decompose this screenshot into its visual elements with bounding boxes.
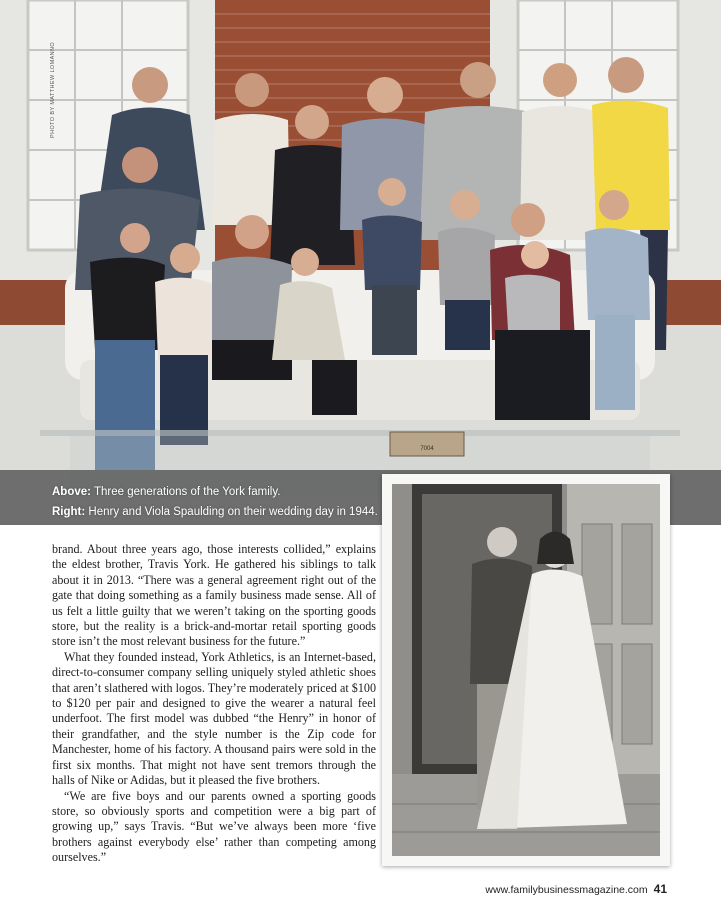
caption-right — [52, 502, 382, 522]
footer-url[interactable]: www.familybusinessmagazine.com — [485, 884, 648, 896]
photo-caption — [52, 482, 382, 522]
box-label: 7004 — [420, 446, 434, 452]
article-body — [52, 542, 376, 866]
caption-above — [52, 482, 382, 502]
page-number: 41 — [653, 882, 667, 896]
page-footer — [485, 882, 667, 896]
wedding-photo-illustration — [392, 484, 660, 856]
wedding-photo-frame — [382, 474, 670, 866]
article-paragraph-3: “We are five boys and our parents owned a sporting goods store, so obviously sports and competition were a big part of growing up,” says Travis. “But we’ve always been more ‘five brothers against everybody else’ rather than competing among ourselves.” — [52, 788, 376, 865]
article-paragraph-2: What they founded instead, York Athletics, is an Internet-based, direct-to-consumer company selling uniquely styled athletic shoes that aren’t slathered with logos. They’re moderately priced at $100 to $120 per pair and designed to give the wearer a natural feel underfoot. The first model was dubbed “the Henry” in honor of their grandfather, and the style number is the Zip code for Manchester, home of his factory. A thousand pairs were sold in the first six months. That might not have sent tremors through the halls of Nike or Adidas, but it pleased the five brothers. — [52, 649, 376, 788]
caption-right-label: Right: — [52, 506, 86, 518]
article-paragraph-1: brand. About three years ago, those interests collided,” explains the eldest brother, Travis York. He gathered his siblings to talk about it in 2013. “There was a general agreement right out of the gate that doing something as a family business made sense. All of us felt a little guilty that we weren’t taking on the sporting goods store, but the reality is a brick-and-mortar retail sporting goods store isn’t the most relevant business for the future.” — [52, 542, 376, 649]
caption-right-text: Henry and Viola Spaulding on their wedding day in 1944. — [85, 506, 378, 518]
caption-above-text: Three generations of the York family. — [90, 486, 281, 498]
caption-above-label: Above: — [52, 486, 91, 498]
photo-credit: PHOTO BY MATTHEW LOMANNO — [50, 41, 56, 138]
